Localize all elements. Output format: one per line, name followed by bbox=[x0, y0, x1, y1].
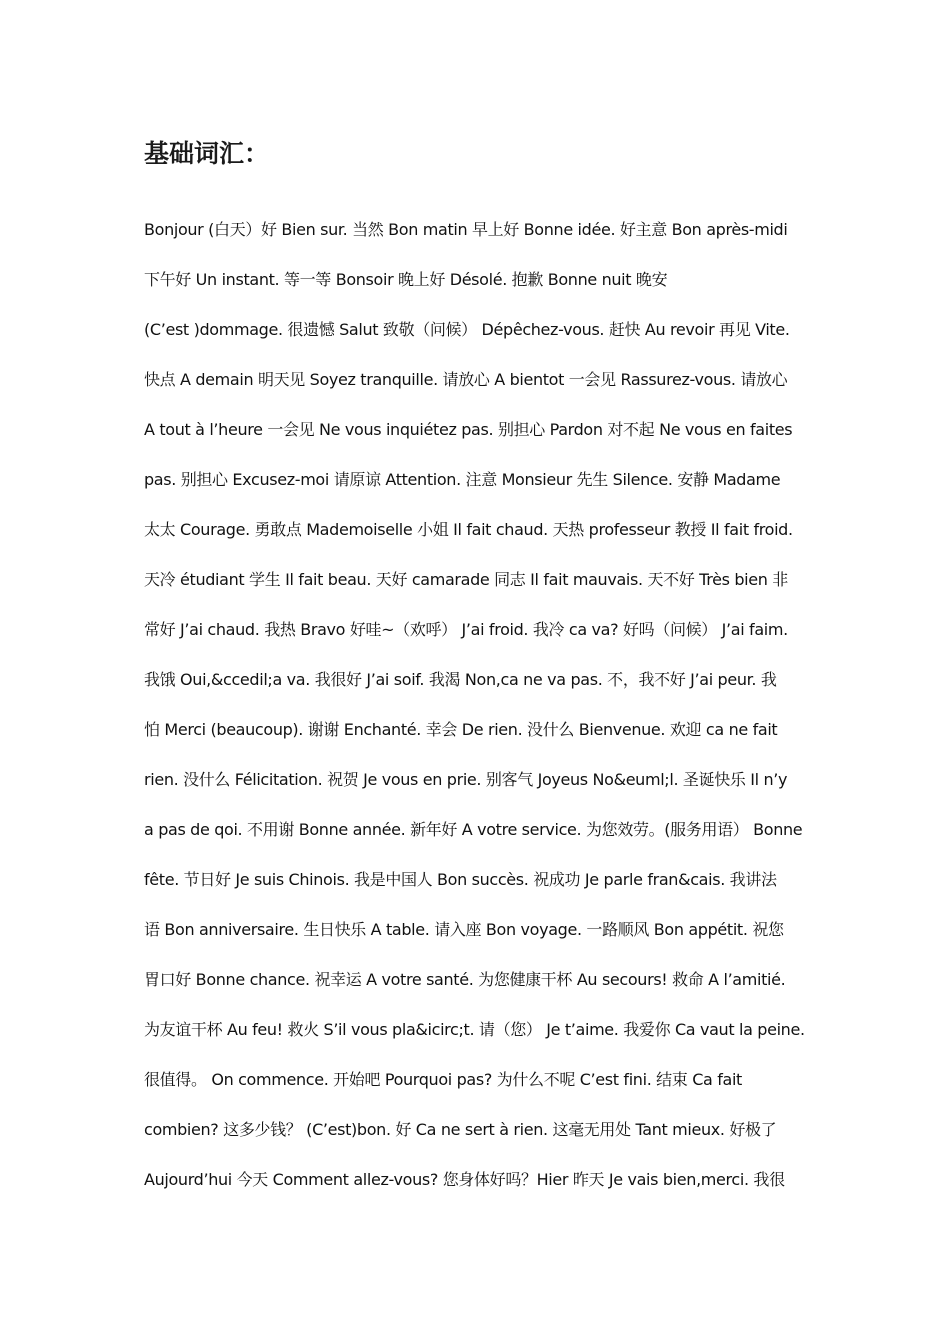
vocabulary-text bbox=[144, 212, 810, 1212]
text-line: A tout à l’heure 一会见 Ne vous inquiétez pas. 别担心 Pardon 对不起 Ne vous en faites bbox=[144, 420, 793, 439]
text-line: 语 Bon anniversaire. 生日快乐 A table. 请入座 Bon voyage. 一路顺风 Bon appétit. 祝您 bbox=[144, 920, 784, 939]
text-line: rien. 没什么 Félicitation. 祝贺 Je vous en prie. 别客气 Joyeus No&euml;l. 圣诞快乐 Il n’y bbox=[144, 770, 788, 789]
text-line: 下午好 Un instant. 等一等 Bonsoir 晚上好 Désolé. 抱歉 Bonne nuit 晚安 bbox=[144, 270, 668, 289]
text-line: 常好 J’ai chaud. 我热 Bravo 好哇~（欢呼） J’ai froid. 我冷 ca va? 好吗（问候） J’ai faim. bbox=[144, 620, 788, 639]
text-line: fête. 节日好 Je suis Chinois. 我是中国人 Bon succès. 祝成功 Je parle fran&cais. 我讲法 bbox=[144, 870, 777, 889]
text-line: 天冷 étudiant 学生 Il fait beau. 天好 camarade 同志 Il fait mauvais. 天不好 Très bien 非 bbox=[144, 570, 788, 589]
text-line: Aujourd’hui 今天 Comment allez-vous? 您身体好吗？Hier 昨天 Je vais bien,merci. 我很 bbox=[144, 1170, 785, 1189]
text-line: a pas de qoi. 不用谢 Bonne année. 新年好 A votre service. 为您效劳。(服务用语） Bonne bbox=[144, 820, 803, 839]
text-line: combien? 这多少钱？ (C’est)bon. 好 Ca ne sert à rien. 这毫无用处 Tant mieux. 好极了 bbox=[144, 1120, 777, 1139]
text-line: 我饿 Oui,&ccedil;a va. 我很好 J’ai soif. 我渴 Non,ca ne va pas. 不，我不好 J’ai peur. 我 bbox=[144, 670, 777, 689]
page-title: 基础词汇： bbox=[144, 139, 270, 168]
text-line: 很值得。 On commence. 开始吧 Pourquoi pas? 为什么不呢 C’est fini. 结束 Ca fait bbox=[144, 1070, 742, 1089]
text-line: pas. 别担心 Excusez-moi 请原谅 Attention. 注意 Monsieur 先生 Silence. 安静 Madame bbox=[144, 470, 781, 489]
text-line: 怕 Merci (beaucoup). 谢谢 Enchanté. 幸会 De rien. 没什么 Bienvenue. 欢迎 ca ne fait bbox=[144, 720, 778, 739]
text-line: (C’est )dommage. 很遗憾 Salut 致敬（问候） Dépêchez-vous. 赶快 Au revoir 再见 Vite. bbox=[144, 320, 790, 339]
text-line: 胃口好 Bonne chance. 祝幸运 A votre santé. 为您健康干杯 Au secours! 救命 A l’amitié. bbox=[144, 970, 786, 989]
text-line: 快点 A demain 明天见 Soyez tranquille. 请放心 A bientot 一会见 Rassurez-vous. 请放心 bbox=[144, 370, 788, 389]
text-line: 为友谊干杯 Au feu! 救火 S’il vous pla&icirc;t. 请（您） Je t’aime. 我爱你 Ca vaut la peine. bbox=[144, 1020, 805, 1039]
text-line: Bonjour (白天）好 Bien sur. 当然 Bon matin 早上好 Bonne idée. 好主意 Bon après-midi bbox=[144, 220, 788, 239]
text-line: 太太 Courage. 勇敢点 Mademoiselle 小姐 Il fait chaud. 天热 professeur 教授 Il fait froid. bbox=[144, 520, 793, 539]
